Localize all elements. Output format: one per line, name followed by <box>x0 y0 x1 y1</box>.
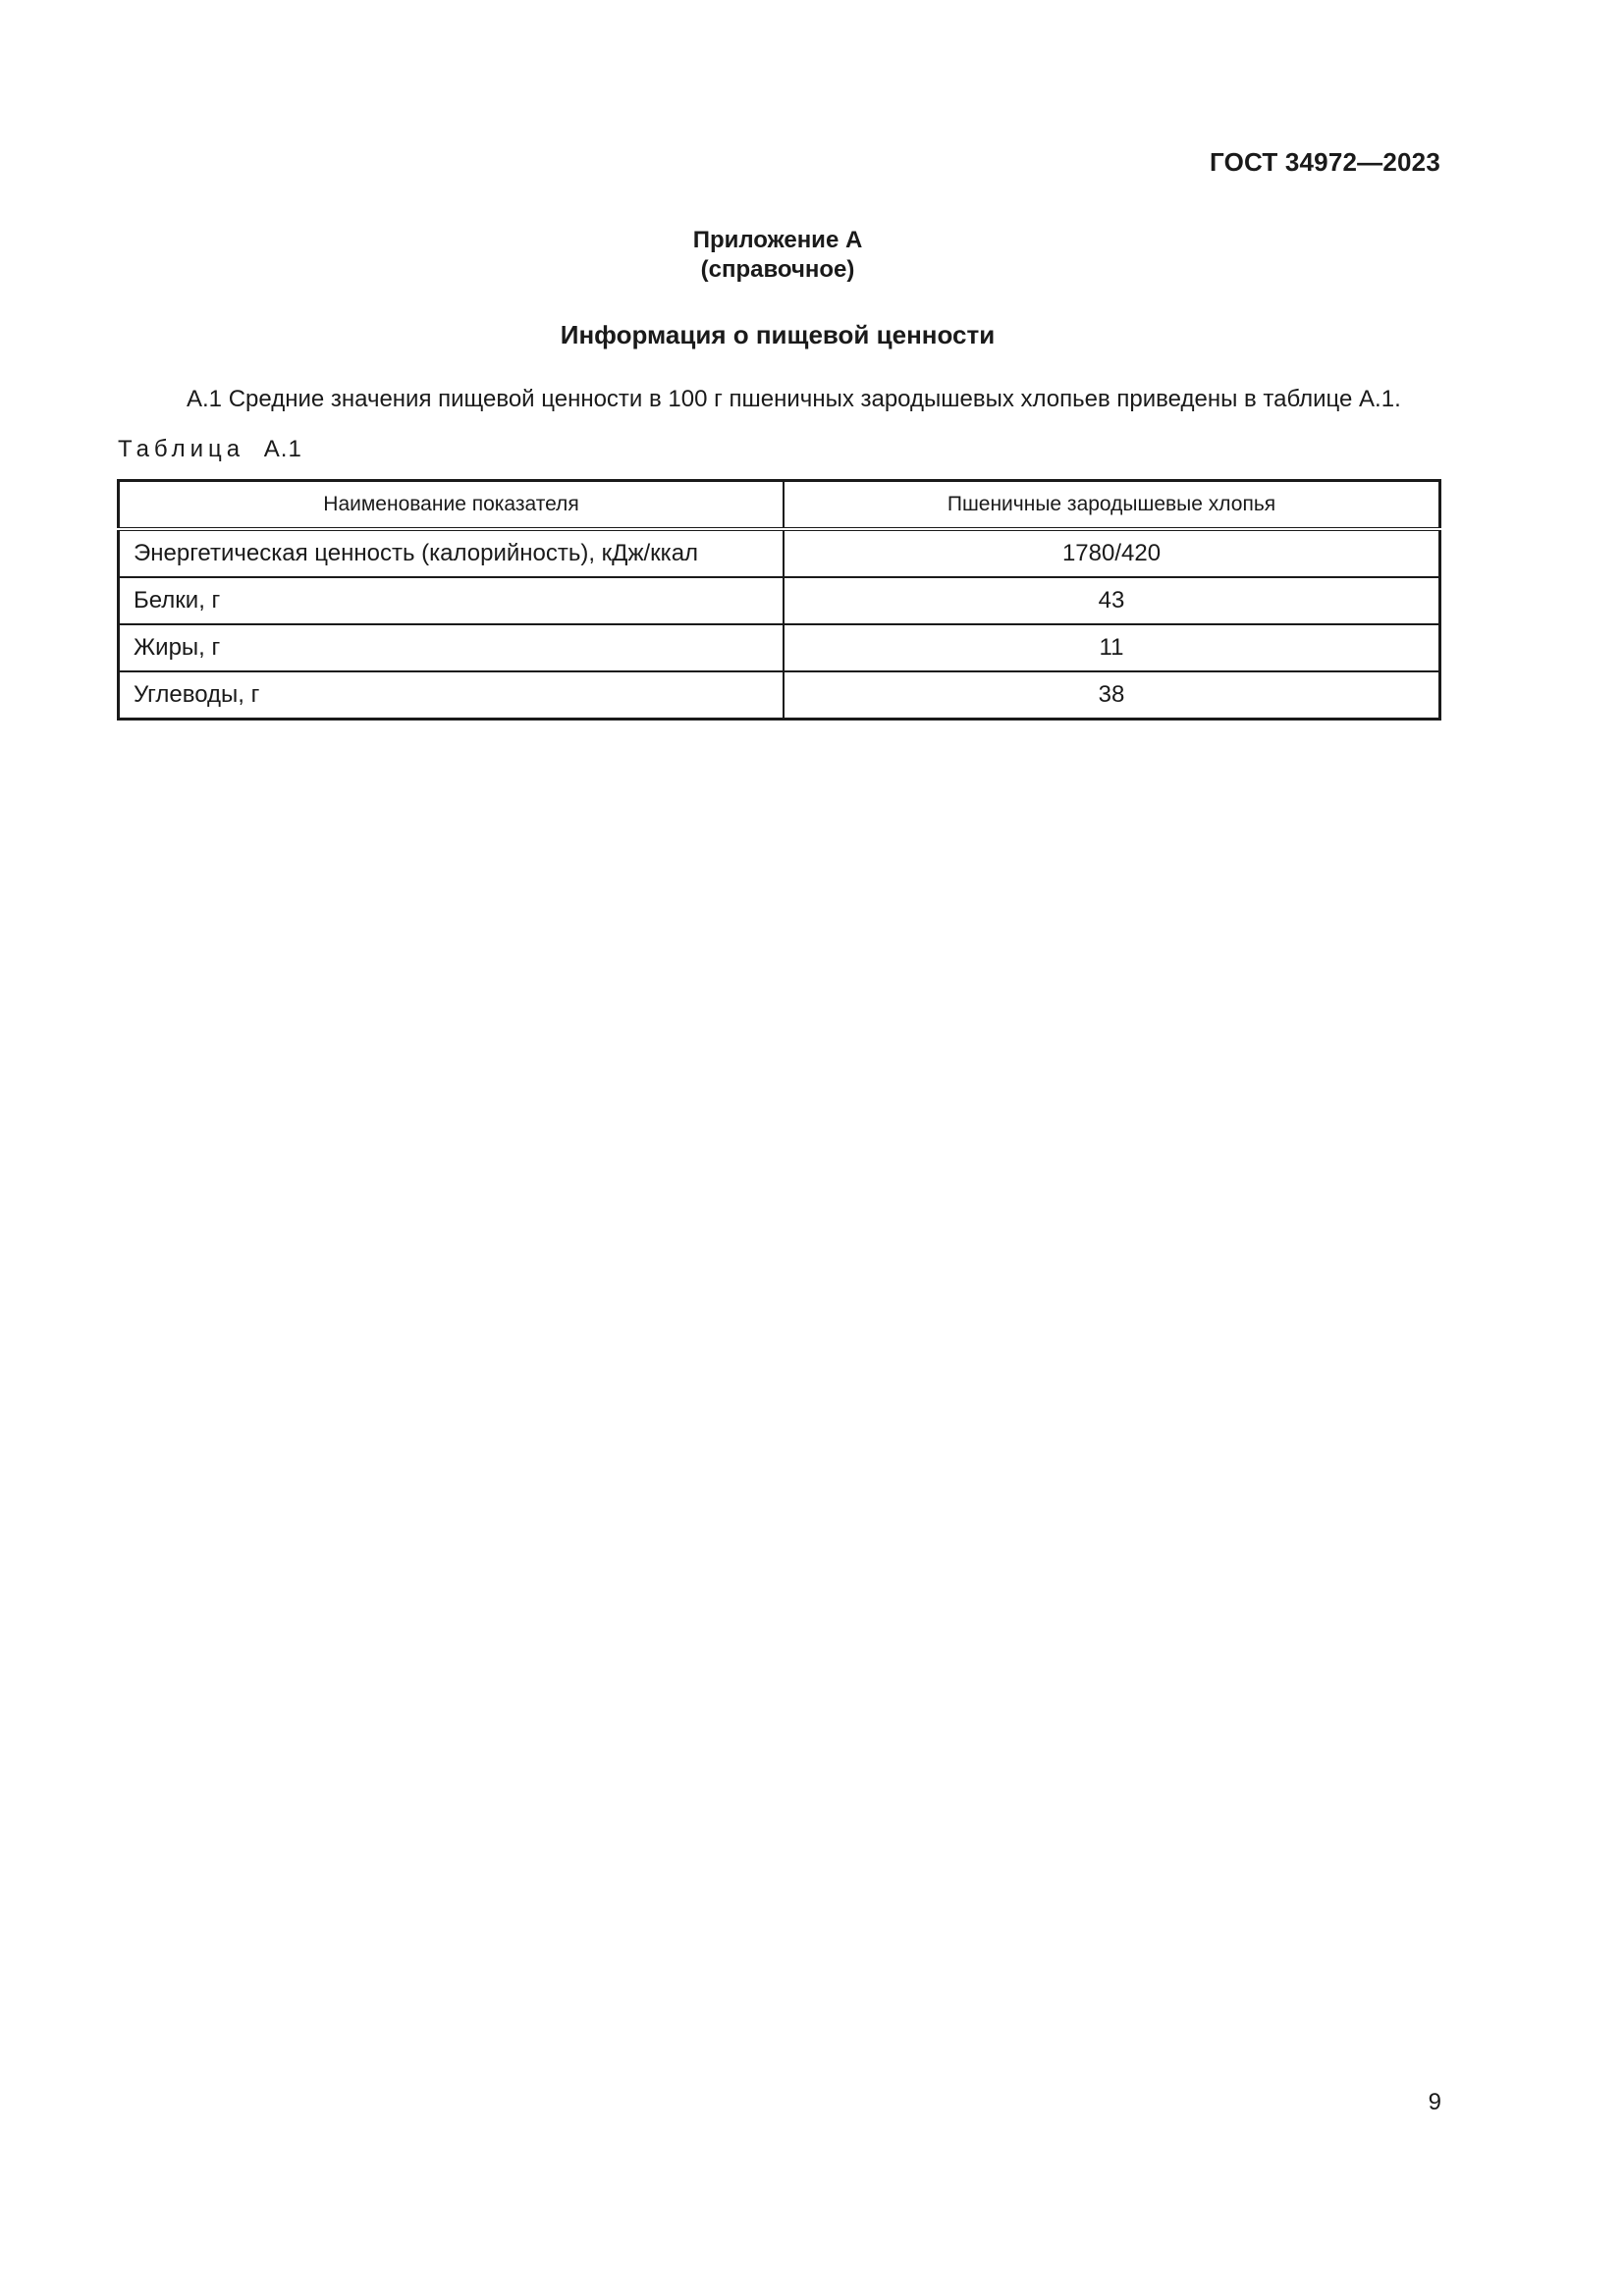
row-value-energy: 1780/420 <box>784 529 1440 577</box>
page-number: 9 <box>1428 2089 1441 2115</box>
row-value-carbohydrates: 38 <box>784 671 1440 720</box>
row-label-carbohydrates: Углеводы, г <box>119 671 785 720</box>
paragraph-a1: А.1 Средние значения пищевой ценности в 100 г пшеничных зародышевых хлопьев приведены в таблице А.1. <box>187 386 1401 412</box>
appendix-title: Приложение А <box>692 227 863 253</box>
table-caption-word: Таблица <box>118 436 245 462</box>
table-row <box>119 624 1440 671</box>
row-label-energy: Энергетическая ценность (калорийность), кДж/ккал <box>119 529 785 577</box>
column-header-indicator: Наименование показателя <box>119 481 785 530</box>
table-caption <box>118 436 302 463</box>
row-label-proteins: Белки, г <box>119 577 785 624</box>
table-row <box>119 577 1440 624</box>
column-header-product: Пшеничные зародышевые хлопья <box>784 481 1440 530</box>
document-header-standard-id: ГОСТ 34972—2023 <box>1210 147 1440 177</box>
row-value-fats: 11 <box>784 624 1440 671</box>
table-header-row <box>119 481 1440 530</box>
table-row <box>119 671 1440 720</box>
appendix-type: (справочное) <box>700 256 855 283</box>
section-title: Информация о пищевой ценности <box>560 320 996 349</box>
appendix-heading <box>0 226 1555 285</box>
nutrition-table <box>117 479 1441 721</box>
row-value-proteins: 43 <box>784 577 1440 624</box>
table-row <box>119 529 1440 577</box>
table-caption-number: А.1 <box>263 436 302 462</box>
row-label-fats: Жиры, г <box>119 624 785 671</box>
